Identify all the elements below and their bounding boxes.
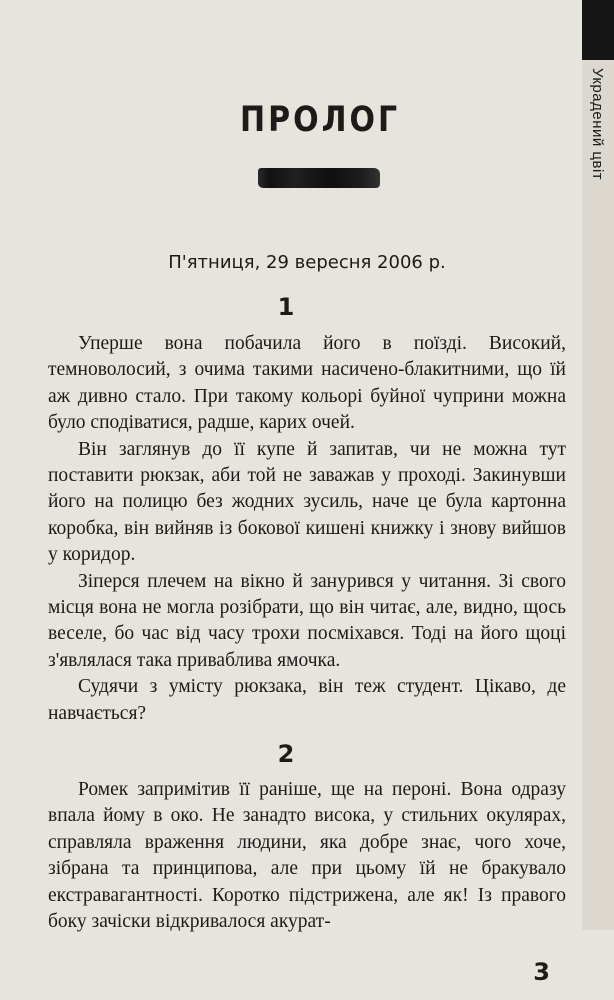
running-header: Украдений цвіт [589, 68, 606, 181]
side-tab-marker [582, 0, 614, 60]
paragraph: Уперше вона побачила його в поїзді. Високий, темноволосий, з очима такими насичено-блакитними, що їй аж дивно стало. При такому кольорі буйної чуприни можна було сподіватися, радше, карих очей. [48, 333, 566, 434]
paragraph: Судячи з умісту рюкзака, він теж студент. Цікаво, де навчається? [48, 676, 566, 724]
paragraph: Ромек запримітив її раніше, ще на пероні. Вона одразу впала йому в око. Не занадто висока, у стильних окулярах, справляла враження людини, яка добре знає, чого хоче, зібрана та принципова, але при цьому їй не бракувало екстравагантності. Коротко підстрижена, але як! Із правого боку зачіски відкривалося акурат- [48, 779, 566, 933]
section-number-2: 2 [277, 740, 295, 768]
title-underline-brush [258, 168, 380, 188]
page-number: 3 [533, 958, 550, 986]
section-number-1: 1 [277, 293, 295, 321]
side-tab [582, 0, 614, 930]
chapter-title: ПРОЛОГ [240, 100, 401, 141]
section-1-text [48, 331, 566, 727]
paragraph: Він заглянув до її купе й запитав, чи не можна тут поставити рюкзак, аби той не заважав у проході. Закинувши його на полицю без жодних зусиль, наче це була картонна коробка, він вийняв із бокової кишені книжку і знову вийшов у коридор. [48, 438, 566, 566]
section-2-text [48, 777, 566, 935]
date-line: П'ятниця, 29 вересня 2006 р. [168, 252, 446, 273]
paragraph: Зіперся плечем на вікно й занурився у читання. Зі свого місця вона не могла розібрати, що він читає, але, видно, щось веселе, бо час від часу трохи посміхався. Тоді на його щоці з'являлася така приваблива ямочка. [48, 570, 566, 671]
